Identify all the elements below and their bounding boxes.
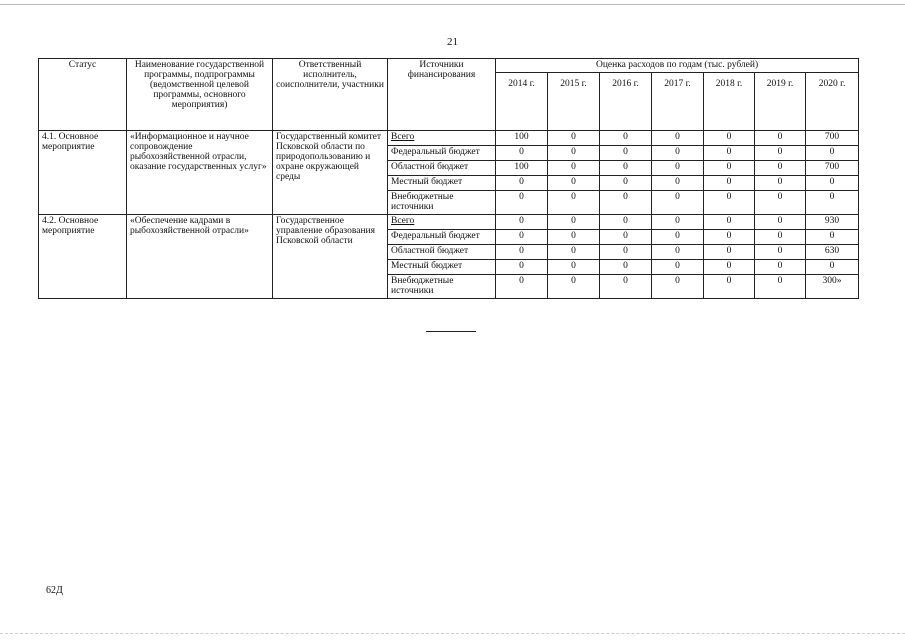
row-source: Областной бюджет bbox=[388, 161, 496, 176]
row-value: 0 bbox=[704, 176, 755, 191]
row-value: 0 bbox=[755, 260, 806, 275]
row-value: 0 bbox=[704, 215, 755, 230]
row-value: 0 bbox=[755, 131, 806, 146]
header-year: 2014 г. bbox=[496, 73, 548, 131]
row-value: 0 bbox=[652, 230, 704, 245]
row-value: 0 bbox=[548, 176, 600, 191]
row-source: Местный бюджет bbox=[388, 176, 496, 191]
row-value: 0 bbox=[755, 176, 806, 191]
header-year: 2015 г. bbox=[548, 73, 600, 131]
header-status: Статус bbox=[39, 59, 127, 131]
row-value: 0 bbox=[496, 176, 548, 191]
header-row bbox=[39, 59, 859, 73]
header-year: 2020 г. bbox=[806, 73, 859, 131]
header-responsible: Ответственный исполнитель, соисполнители, участники bbox=[273, 59, 388, 131]
table-row bbox=[39, 131, 859, 146]
row-status: 4.2. Основное мероприятие bbox=[39, 215, 127, 299]
row-value: 0 bbox=[806, 260, 859, 275]
row-value: 0 bbox=[755, 230, 806, 245]
row-value: 630 bbox=[806, 245, 859, 260]
row-value: 0 bbox=[755, 215, 806, 230]
row-value: 0 bbox=[652, 131, 704, 146]
row-value: 0 bbox=[806, 191, 859, 215]
row-value: 0 bbox=[652, 146, 704, 161]
row-source: Местный бюджет bbox=[388, 260, 496, 275]
row-value: 0 bbox=[496, 245, 548, 260]
row-value: 0 bbox=[496, 230, 548, 245]
row-value: 0 bbox=[652, 275, 704, 299]
row-value: 0 bbox=[548, 260, 600, 275]
row-value: 0 bbox=[496, 275, 548, 299]
row-value: 0 bbox=[548, 161, 600, 176]
row-value: 0 bbox=[600, 191, 652, 215]
row-value: 0 bbox=[548, 131, 600, 146]
row-value: 0 bbox=[755, 161, 806, 176]
row-value: 0 bbox=[704, 191, 755, 215]
row-source: Внебюджетные источники bbox=[388, 275, 496, 299]
row-value: 0 bbox=[548, 215, 600, 230]
row-value: 0 bbox=[600, 215, 652, 230]
row-value: 0 bbox=[806, 176, 859, 191]
row-value: 0 bbox=[600, 146, 652, 161]
row-value: 0 bbox=[600, 161, 652, 176]
row-source: Всего bbox=[388, 131, 496, 146]
row-value: 0 bbox=[704, 275, 755, 299]
header-year: 2019 г. bbox=[755, 73, 806, 131]
row-value: 0 bbox=[704, 260, 755, 275]
header-year: 2016 г. bbox=[600, 73, 652, 131]
row-name: «Информационное и научное сопровождение рыбохозяйственной отрасли, оказание государственных услуг» bbox=[127, 131, 273, 215]
row-value: 0 bbox=[704, 131, 755, 146]
row-value: 0 bbox=[652, 176, 704, 191]
row-value: 0 bbox=[755, 191, 806, 215]
row-source: Областной бюджет bbox=[388, 245, 496, 260]
row-value: 0 bbox=[496, 215, 548, 230]
header-name: Наименование государственной программы, подпрограммы (ведомственной целевой программы, основного мероприятия) bbox=[127, 59, 273, 131]
row-value: 100 bbox=[496, 161, 548, 176]
row-status: 4.1. Основное мероприятие bbox=[39, 131, 127, 215]
row-value: 700 bbox=[806, 161, 859, 176]
row-source: Внебюджетные источники bbox=[388, 191, 496, 215]
header-year: 2018 г. bbox=[704, 73, 755, 131]
row-value: 0 bbox=[704, 161, 755, 176]
table-body bbox=[39, 131, 859, 299]
row-responsible: Государственное управление образования Псковской области bbox=[273, 215, 388, 299]
row-value: 0 bbox=[548, 230, 600, 245]
row-value: 0 bbox=[496, 191, 548, 215]
row-value: 0 bbox=[652, 245, 704, 260]
scan-bottom-edge bbox=[0, 633, 905, 634]
row-value: 0 bbox=[652, 215, 704, 230]
row-value: 0 bbox=[600, 245, 652, 260]
row-value: 0 bbox=[600, 131, 652, 146]
row-value: 0 bbox=[600, 260, 652, 275]
row-value: 300» bbox=[806, 275, 859, 299]
page-number: 21 bbox=[447, 36, 458, 48]
row-source: Федеральный бюджет bbox=[388, 230, 496, 245]
row-value: 0 bbox=[652, 260, 704, 275]
row-source: Всего bbox=[388, 215, 496, 230]
row-value: 0 bbox=[548, 191, 600, 215]
row-value: 0 bbox=[496, 260, 548, 275]
row-value: 0 bbox=[755, 146, 806, 161]
row-value: 0 bbox=[600, 176, 652, 191]
table-row bbox=[39, 215, 859, 230]
row-value: 0 bbox=[806, 230, 859, 245]
row-value: 0 bbox=[755, 245, 806, 260]
row-name: «Обеспечение кадрами в рыбохозяйственной отрасли» bbox=[127, 215, 273, 299]
row-value: 0 bbox=[806, 146, 859, 161]
header-sources: Источники финансирования bbox=[388, 59, 496, 131]
row-value: 700 bbox=[806, 131, 859, 146]
page-code: 62Д bbox=[46, 585, 63, 596]
table-header bbox=[39, 59, 859, 131]
row-value: 0 bbox=[652, 191, 704, 215]
row-value: 0 bbox=[704, 146, 755, 161]
header-year: 2017 г. bbox=[652, 73, 704, 131]
header-estimate: Оценка расходов по годам (тыс. рублей) bbox=[496, 59, 859, 73]
row-value: 0 bbox=[652, 161, 704, 176]
separator-line bbox=[426, 331, 476, 332]
row-value: 0 bbox=[704, 245, 755, 260]
row-value: 0 bbox=[600, 275, 652, 299]
row-source: Федеральный бюджет bbox=[388, 146, 496, 161]
row-value: 0 bbox=[755, 275, 806, 299]
scan-top-edge bbox=[0, 4, 905, 5]
row-value: 0 bbox=[548, 275, 600, 299]
row-value: 0 bbox=[704, 230, 755, 245]
row-value: 0 bbox=[600, 230, 652, 245]
row-value: 0 bbox=[548, 245, 600, 260]
row-value: 0 bbox=[496, 146, 548, 161]
row-value: 930 bbox=[806, 215, 859, 230]
budget-table bbox=[38, 58, 859, 299]
row-value: 0 bbox=[548, 146, 600, 161]
row-responsible: Государственный комитет Псковской области по природопользованию и охране окружающей среды bbox=[273, 131, 388, 215]
row-value: 100 bbox=[496, 131, 548, 146]
